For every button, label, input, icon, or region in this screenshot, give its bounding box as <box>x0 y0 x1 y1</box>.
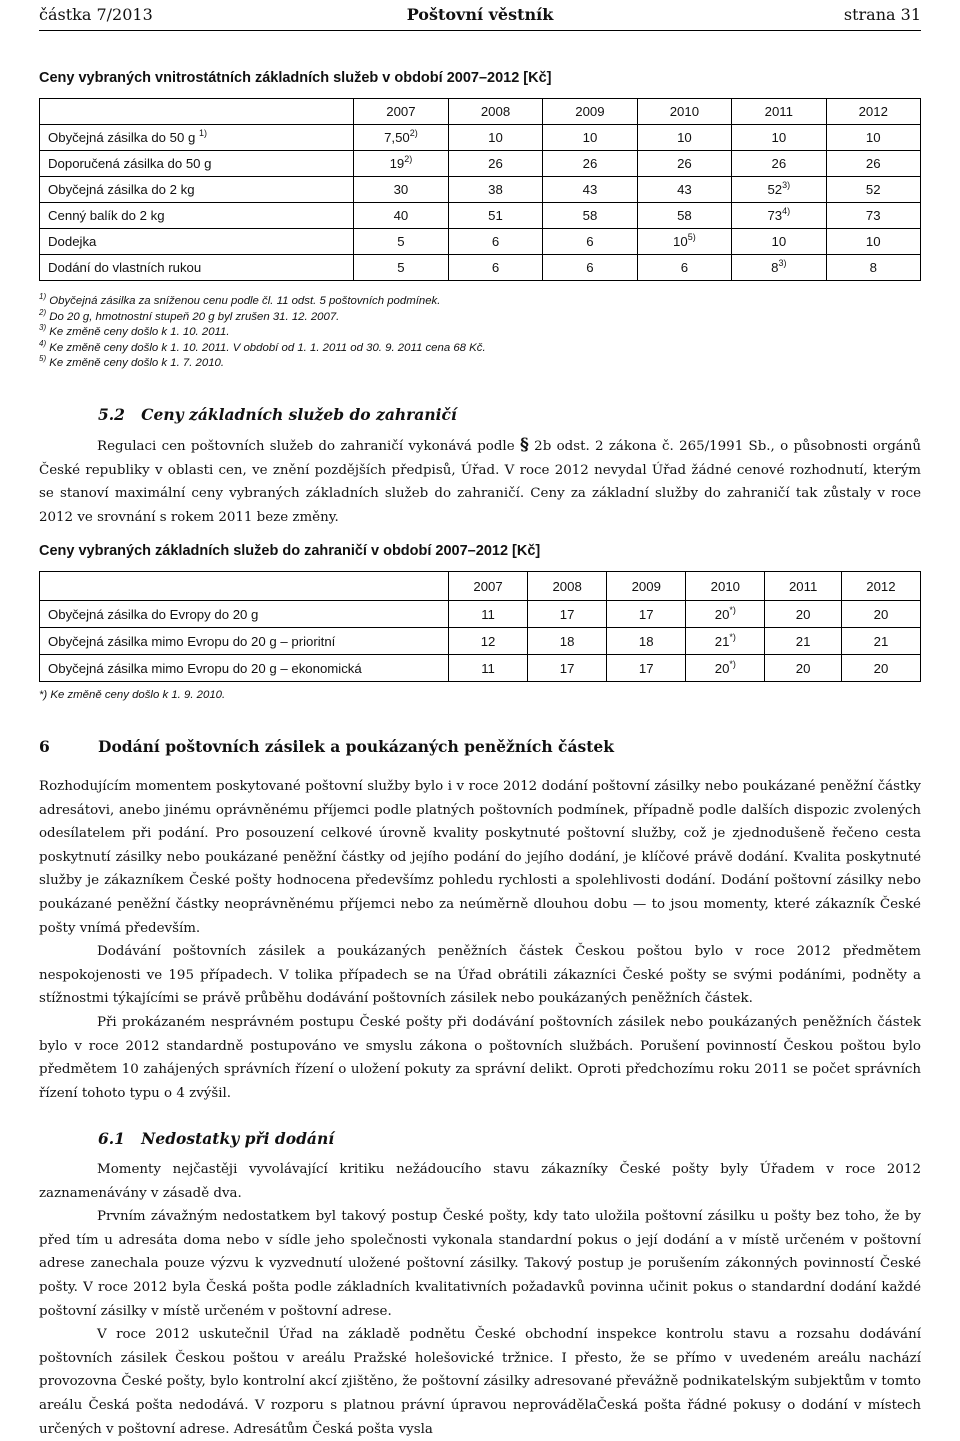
price-cell <box>637 229 731 255</box>
footnote-number: 3) <box>39 323 47 332</box>
price-cell <box>826 125 920 151</box>
cell-value: 10 <box>865 234 881 249</box>
cell-value: 10 <box>488 130 503 145</box>
header-divider <box>39 30 921 31</box>
cell-value: 20 <box>873 606 889 622</box>
footnote-text: Ke změně ceny došlo k 1. 7. 2010. <box>49 357 225 369</box>
year-header: 2010 <box>686 572 765 601</box>
cell-value: 26 <box>488 156 503 171</box>
footnote-text: Ke změně ceny došlo k 1. 10. 2011. V období od 1. 1. 2011 od 30. 9. 2011 cena 68 Kč. <box>49 341 486 354</box>
row-label: Obyčejná zásilka mimo Evropu do 20 g – ekonomická <box>40 655 449 682</box>
row-label-text: Dodání do vlastních rukou <box>48 260 202 275</box>
cell-value: 21 <box>873 633 889 649</box>
cell-value: 10 <box>771 130 787 145</box>
table-row <box>40 628 921 655</box>
section-6-1-body <box>39 1158 921 1441</box>
price-cell <box>841 655 920 682</box>
cell-value: 38 <box>488 182 503 197</box>
footnote-ref: 1) <box>199 128 208 138</box>
cell-value: 19 <box>389 156 405 171</box>
price-cell <box>448 125 542 151</box>
section-6-body <box>39 775 921 1105</box>
footnote <box>39 294 486 310</box>
year-header: 2009 <box>607 572 686 601</box>
cell-value: 10 <box>771 234 787 249</box>
cell-value: 21 <box>795 633 811 649</box>
cell-value: 8 <box>771 260 779 275</box>
price-cell <box>354 229 449 255</box>
cell-value: 73 <box>865 208 881 223</box>
year-header: 2012 <box>841 572 920 601</box>
cell-value: 58 <box>582 208 598 223</box>
paragraph: Rozhodujícím momentem poskytované poštovní služby bylo i v roce 2012 dodání poštovní zásilky nebo poukázané peněžní částky adresátovi, anebo jinému oprávněnému příjemci podle platných poštovních podmínek, případně podle dalších dispozic zvolených odesílatelem při podání. Pro posouzení celkové úrovně kvality poskytnuté poštovní služby, což je zjednodušeně řečeno cesta poskytnutí zásilky nebo poukázané peněžní částky od jejího podání do jejího dodání, je klíčové právě dodání. Kvalita poskytnuté služby je zákazníkem České pošty hodnocena předevšímz pohledu rychlosti a spolehlivosti dodání. Dodání poštovní zásilky nebo poukázané peněžní částky neoprávněnému příjemci nebo za neúměrně dlouhou dobu — to jsou momenty, které zákazník České pošty vnímá především. <box>39 779 921 936</box>
table-row <box>40 125 921 151</box>
table2-footnote: *) Ke změně ceny došlo k 1. 9. 2010. <box>39 689 226 701</box>
price-cell <box>732 177 826 203</box>
footnote-number: 2) <box>39 307 47 317</box>
table-header-row <box>40 572 921 601</box>
price-cell <box>765 628 842 655</box>
cell-value: 20 <box>714 660 730 676</box>
price-cell <box>732 229 826 255</box>
cell-value: 20 <box>795 606 811 622</box>
row-label-text: Dodejka <box>48 234 97 249</box>
price-cell <box>354 151 449 177</box>
table-row <box>40 151 921 177</box>
cell-value: 73 <box>767 208 783 223</box>
header-corner-cell <box>40 572 449 601</box>
year-header: 2008 <box>448 99 542 125</box>
cell-value: 20 <box>873 660 889 676</box>
cell-value: 6 <box>491 260 500 275</box>
paragraph: Momenty nejčastěji vyvolávající kritiku nežádoucího stavu zákazníky České pošty byly Úřadem v roce 2012 zaznamenávány v zásadě dva. <box>39 1162 921 1201</box>
footnote-number: 5) <box>39 354 47 363</box>
price-cell <box>354 203 449 229</box>
year-header: 2012 <box>826 99 920 125</box>
cell-value: 26 <box>771 156 787 171</box>
price-cell <box>528 628 607 655</box>
price-cell <box>543 203 637 229</box>
cell-value: 17 <box>638 660 654 676</box>
table-row <box>40 255 921 281</box>
footnote-ref: 3) <box>778 258 787 268</box>
section-5-2-heading <box>98 405 457 424</box>
paragraph-sign: § <box>519 435 529 455</box>
section-title: Nedostatky při dodání <box>141 1129 335 1148</box>
price-cell <box>732 125 826 151</box>
row-label-text: Obyčejná zásilka do 50 g <box>48 130 196 145</box>
row-label: Obyčejná zásilka do Evropy do 20 g <box>40 601 449 628</box>
footnote-text: Ke změně ceny došlo k 1. 10. 2011. <box>49 326 230 338</box>
footnote-ref: 4) <box>782 206 791 216</box>
cell-value: 7,50 <box>384 130 410 145</box>
price-cell <box>448 255 542 281</box>
section-6-title: Dodání poštovních zásilek a poukázaných peněžních částek <box>98 737 614 756</box>
cell-value: 10 <box>677 130 692 145</box>
price-cell <box>543 255 637 281</box>
row-label-text: Obyčejná zásilka do 2 kg <box>48 182 195 197</box>
row-label <box>40 151 354 177</box>
table-row <box>40 655 921 682</box>
footnote-number: 1) <box>39 292 47 301</box>
row-label-text: Cenný balík do 2 kg <box>48 208 165 223</box>
cell-value: 18 <box>559 633 575 649</box>
cell-value: 6 <box>586 234 594 249</box>
section-5-2-paragraph <box>39 434 921 529</box>
page-header <box>39 5 921 29</box>
cell-value: 18 <box>638 633 654 649</box>
section-number: 5.2 <box>98 405 125 424</box>
footnote-ref: *) <box>729 631 736 642</box>
page-number: strana 31 <box>843 5 921 24</box>
footnote <box>39 307 486 326</box>
price-cell <box>765 655 842 682</box>
price-cell <box>841 601 920 628</box>
paragraph: Dodávání poštovních zásilek a poukázaných peněžních částek Českou poštou bylo v roce 2012 předmětem nespokojenosti ve 195 případech. V tolika případech se na Úřad obrátili zákazníci České pošty se svými podáními, podněty a stížnostmi týkajícími se právě průběhu dodávání poštovních zásilek nebo poukázaných peněžních částek. <box>39 944 921 1007</box>
footnote-ref: *) <box>729 604 736 615</box>
cell-value: 10 <box>865 130 881 145</box>
footnote <box>39 325 486 341</box>
price-cell <box>637 177 731 203</box>
price-cell <box>841 628 920 655</box>
price-cell <box>686 601 765 628</box>
price-cell <box>732 255 826 281</box>
cell-value: 43 <box>582 182 598 197</box>
cell-value: 30 <box>393 182 409 197</box>
cell-value: 6 <box>680 260 689 275</box>
year-header: 2010 <box>637 99 731 125</box>
cell-value: 10 <box>673 234 688 249</box>
table1-footnotes <box>39 294 486 372</box>
cell-value: 5 <box>397 260 405 275</box>
section-number: 6 <box>39 737 50 756</box>
price-cell <box>449 601 528 628</box>
paragraph: Prvním závažným nedostatkem byl takový postup České pošty, kdy tato uložila poštovní zásilku u pošty bez toho, že by před tím u adresáta doma nebo v sídle jeho společnosti vykonala standardní pokus o její dodání a v místě určeném v poštovní adrese zanechala pouze výzvu k vyzvednutí uložené poštovní zásilky. Takový postup je porušením zákonných povinností České pošty. V roce 2012 byla Česká pošta podle základních kvalitativních požadavků povinna učinit pokus o standardní dodání každé poštovní zásilky v místě určeném v poštovní adrese. <box>39 1209 921 1319</box>
paragraph-text-part1: Regulaci cen poštovních služeb do zahraničí vykonává podle <box>97 439 515 454</box>
price-cell <box>826 203 920 229</box>
footnote-ref: 3) <box>782 180 791 190</box>
footnote <box>39 338 486 357</box>
cell-value: 20 <box>714 606 730 622</box>
price-cell <box>448 229 542 255</box>
price-cell <box>637 203 731 229</box>
cell-value: 6 <box>586 260 594 275</box>
year-header: 2011 <box>732 99 826 125</box>
price-cell <box>543 125 637 151</box>
price-cell <box>607 655 686 682</box>
paragraph: Při prokázaném nesprávném postupu České pošty při dodávání poštovních zásilek nebo poukázaných peněžních částek bylo v roce 2012 standardně postupováno ve smyslu zákona o poštovních službách. Porušení povinností Českou poštou bylo předmětem 10 zahájených správních řízení o uložení pokuty za správní delikt. Oproti předchozímu roku 2011 se počet správních řízení tohoto typu o 4 zvýšil. <box>39 1014 921 1101</box>
row-label <box>40 177 354 203</box>
price-cell <box>686 628 765 655</box>
domestic-prices-table <box>39 98 921 281</box>
cell-value: 26 <box>677 156 692 171</box>
paragraph-text-part2: 2b odst. 2 zákona č. 265/1991 Sb., o působnosti orgánů České republiky v oblasti cen, ve znění pozdějších předpisů, Úřad. V roce 2012 nevydal Úřad žádné cenové rozhodnutí, kterým se stanoví maximální ceny vybraných základních služeb do zahraničí. Ceny za základní služby do zahraničí tak zůstaly v roce 2012 ve srovnání s rokem 2011 beze změny. <box>39 439 921 525</box>
footnote-number: 4) <box>39 338 47 348</box>
price-cell <box>354 177 449 203</box>
footnote-text: Do 20 g, hmotnostní stupeň 20 g byl zrušen 31. 12. 2007. <box>49 310 340 323</box>
price-cell <box>637 125 731 151</box>
footnote-ref: 2) <box>404 154 413 164</box>
year-header: 2007 <box>449 572 528 601</box>
price-cell <box>607 601 686 628</box>
footnote-ref: 5) <box>687 232 696 242</box>
cell-value: 12 <box>480 633 496 649</box>
price-cell <box>732 151 826 177</box>
price-cell <box>637 151 731 177</box>
cell-value: 17 <box>559 606 575 622</box>
cell-value: 11 <box>481 660 495 676</box>
price-cell <box>449 628 528 655</box>
price-cell <box>826 229 920 255</box>
cell-value: 11 <box>481 606 495 622</box>
year-header: 2007 <box>354 99 449 125</box>
table-row <box>40 229 921 255</box>
year-header: 2008 <box>528 572 607 601</box>
header-corner-cell <box>40 99 354 125</box>
price-cell <box>528 601 607 628</box>
price-cell <box>543 229 637 255</box>
table1-title: Ceny vybraných vnitrostátních základních služeb v období 2007–2012 [Kč] <box>39 70 552 86</box>
footnote-ref: 2) <box>409 128 418 138</box>
table-row <box>40 177 921 203</box>
price-cell <box>686 655 765 682</box>
cell-value: 10 <box>582 130 598 145</box>
price-cell <box>528 655 607 682</box>
cell-value: 52 <box>767 182 783 197</box>
price-cell <box>448 151 542 177</box>
row-label <box>40 125 354 151</box>
cell-value: 17 <box>638 606 654 622</box>
footnote-ref: *) <box>729 658 736 669</box>
footnote-text: Obyčejná zásilka za sníženou cenu podle čl. 11 odst. 5 poštovních podmínek. <box>49 295 441 307</box>
cell-value: 26 <box>865 156 881 171</box>
row-label <box>40 229 354 255</box>
row-label <box>40 203 354 229</box>
table-row <box>40 203 921 229</box>
cell-value: 21 <box>714 633 730 649</box>
cell-value: 8 <box>869 260 877 275</box>
foreign-prices-table <box>39 571 921 682</box>
price-cell <box>354 125 449 151</box>
cell-value: 6 <box>491 234 500 249</box>
cell-value: 17 <box>559 660 575 676</box>
cell-value: 26 <box>582 156 598 171</box>
price-cell <box>826 255 920 281</box>
year-header: 2009 <box>543 99 637 125</box>
price-cell <box>826 177 920 203</box>
price-cell <box>732 203 826 229</box>
price-cell <box>448 203 542 229</box>
section-6-heading <box>39 737 50 756</box>
cell-value: 52 <box>865 182 881 197</box>
price-cell <box>765 601 842 628</box>
paragraph: V roce 2012 uskutečnil Úřad na základě podnětu České obchodní inspekce kontrolu stavu a rozsahu dodávání poštovních zásilek Českou poštou v areálu Pražské holešovické tržnice. I přesto, že se přímo v uvedeném areálu nachází provozovna České pošty, bylo kontrolní akcí zjištěno, že poštovní zásilky adresované převážně podnikatelským subjektům v tomto areálu Česká pošta nedodává. V rozporu s platnou právní úpravou neprovádělaČeská pošta řádné pokusy o dodání v místech určených v poštovní adrese. Adresátům Česká pošta vysla <box>39 1327 921 1437</box>
issue-number: částka 7/2013 <box>39 5 153 24</box>
section-title: Ceny základních služeb do zahraničí <box>141 405 457 424</box>
year-header: 2011 <box>765 572 842 601</box>
table-row <box>40 601 921 628</box>
price-cell <box>637 255 731 281</box>
journal-title: Poštovní věstník <box>406 5 554 24</box>
cell-value: 40 <box>393 208 409 223</box>
table2-title: Ceny vybraných základních služeb do zahraničí v období 2007–2012 [Kč] <box>39 543 541 559</box>
row-label: Obyčejná zásilka mimo Evropu do 20 g – prioritní <box>40 628 449 655</box>
row-label <box>40 255 354 281</box>
section-number: 6.1 <box>98 1129 125 1148</box>
cell-value: 51 <box>488 208 503 223</box>
section-6-1-heading <box>98 1129 334 1148</box>
cell-value: 43 <box>677 182 692 197</box>
cell-value: 20 <box>795 660 811 676</box>
price-cell <box>543 177 637 203</box>
footnote <box>39 356 486 372</box>
price-cell <box>449 655 528 682</box>
cell-value: 5 <box>397 234 405 249</box>
price-cell <box>448 177 542 203</box>
price-cell <box>607 628 686 655</box>
table-header-row <box>40 99 921 125</box>
price-cell <box>354 255 449 281</box>
cell-value: 58 <box>677 208 692 223</box>
row-label-text: Doporučená zásilka do 50 g <box>48 156 212 171</box>
price-cell <box>826 151 920 177</box>
price-cell <box>543 151 637 177</box>
